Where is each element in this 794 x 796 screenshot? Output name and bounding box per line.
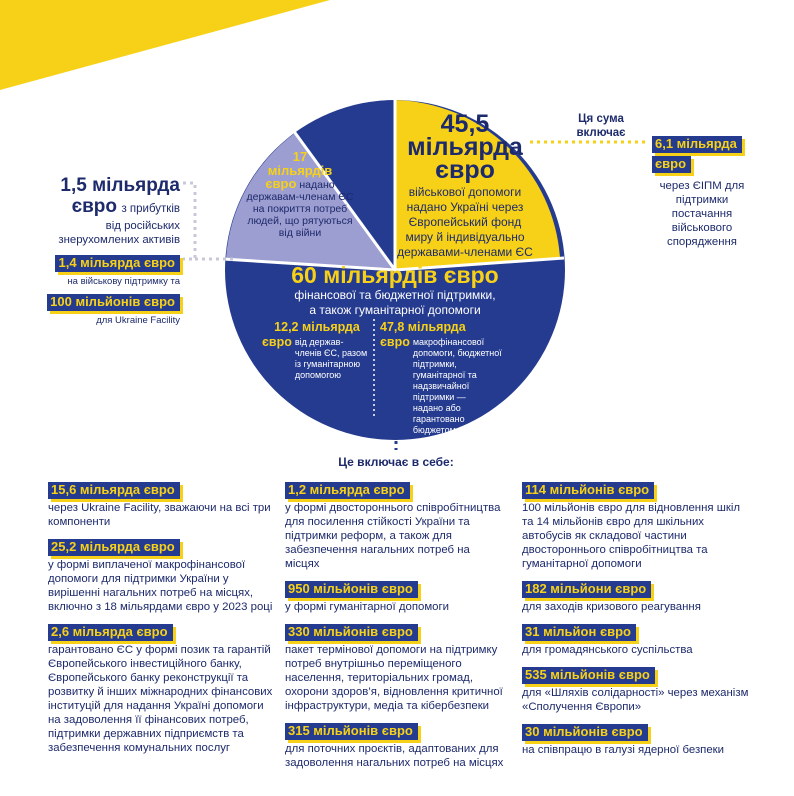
financial-desc-2: а також гуманітарної допомоги xyxy=(309,303,481,317)
item3-desc: для Ukraine Facility xyxy=(96,315,180,326)
funding-item xyxy=(48,481,273,529)
funding-item-desc: для поточних проєктів, адаптованих для задоволення нагальних потреб на місцях xyxy=(285,743,504,769)
sub-right-desc-line: надано або гарантовано xyxy=(412,403,465,424)
assets-desc-3: знерухомлених активів xyxy=(58,234,180,246)
military-block xyxy=(380,110,550,260)
funding-item xyxy=(285,580,505,614)
funding-item-value: 182 мільйони євро xyxy=(522,581,651,598)
funding-item xyxy=(285,481,505,571)
column-2 xyxy=(285,481,505,779)
epf-desc-line: підтримки xyxy=(675,194,729,206)
sub-right-desc-line: підтримки, гуманітарної та xyxy=(412,359,477,380)
funding-item-value: 535 мільйонів євро xyxy=(522,667,655,684)
column-3 xyxy=(522,481,752,766)
item2-value: 1,4 мільярда євро xyxy=(55,255,180,272)
funding-item xyxy=(48,623,273,755)
funding-item-desc: у формі гуманітарної допомоги xyxy=(285,601,450,613)
sub-right-desc xyxy=(413,335,510,436)
military-value-3: євро xyxy=(435,156,495,184)
funding-item-desc: пакет термінової допомоги на підтримку потреб внутрішньо переміщеного населення, територіальних громад, охорони здоров’я, відновлення критичної інфраструктури, медіа та кібербезпеки xyxy=(285,644,503,712)
refugees-desc-line: на покриття потреб xyxy=(252,203,348,215)
epf-desc-line: спорядження xyxy=(667,236,737,248)
sub-right-desc-line: макрофінансової xyxy=(412,337,485,347)
funding-item-value: 330 мільйонів євро xyxy=(285,624,418,641)
funding-item-desc: для «Шляхів солідарності» через механізм «Сполучення Європи» xyxy=(522,687,749,713)
military-desc xyxy=(380,185,550,260)
includes-note-1: Ця сума xyxy=(578,113,624,125)
assets-value-2: євро xyxy=(71,196,117,217)
assets-block xyxy=(20,175,180,247)
sub-left-block xyxy=(262,320,372,381)
epf-value-1: 6,1 мільярда xyxy=(652,136,742,153)
funding-item-desc: для громадянського суспільства xyxy=(522,644,693,656)
financial-desc-1: фінансової та бюджетної підтримки, xyxy=(294,288,496,302)
military-desc-line: Європейський фонд xyxy=(408,215,522,229)
funding-item-value: 31 мільйон євро xyxy=(522,624,636,641)
sub-left-desc-line: від держав- xyxy=(294,337,344,347)
refugees-desc-line: державам-членам ЄС xyxy=(246,191,354,203)
funding-item-value: 2,6 мільярда євро xyxy=(48,624,173,641)
sub-right-desc-line: допомоги, бюджетної xyxy=(412,348,502,358)
assets-desc-2: від російських xyxy=(105,220,180,232)
sub-right-value-2: євро xyxy=(380,335,410,349)
financial-value: 60 мільярдів євро xyxy=(291,262,499,288)
sub-left-desc-line: допомогою xyxy=(294,370,342,380)
item2-desc: на військову підтримку та xyxy=(67,276,180,287)
sub-right-desc-line: бюджетом ЄС xyxy=(412,425,472,435)
refugees-desc-tail: надано xyxy=(299,179,335,191)
funding-item-value: 950 мільйонів євро xyxy=(285,581,418,598)
military-desc-line: державами-членами ЄС xyxy=(397,245,533,259)
sub-right-block xyxy=(380,320,510,436)
military-desc-line: надано Україні через xyxy=(406,200,524,214)
funding-item-value: 15,6 мільярда євро xyxy=(48,482,180,499)
refugees-desc xyxy=(240,191,360,239)
sub-left-desc-line: із гуманітарною xyxy=(294,359,361,369)
includes-label: Це включає в себе: xyxy=(338,455,454,469)
epf-desc-line: військового xyxy=(671,222,733,234)
military-desc-line: військової допомоги xyxy=(408,185,522,199)
funding-item-desc: для заходів кризового реагування xyxy=(522,601,701,613)
refugees-block xyxy=(240,150,360,239)
epf-item xyxy=(652,135,782,249)
funding-item-value: 1,2 мільярда євро xyxy=(285,482,410,499)
sub-left-value-1: 12,2 мільярда xyxy=(274,320,360,334)
military-desc-line: миру й індивідуально xyxy=(405,230,525,244)
sub-right-value-1: 47,8 мільярда xyxy=(380,320,466,334)
funding-item-desc: у формі виплаченої макрофінансової допомоги для підтримки України у вирішенні нагальних потреб на місцях, включно з 18 мільярдами євро у 2023 році xyxy=(48,559,273,613)
funding-item xyxy=(522,723,752,757)
sub-left-value-2: євро xyxy=(262,335,292,349)
item3-value: 100 мільйонів євро xyxy=(47,294,180,311)
assets-value-1: 1,5 мільярда xyxy=(60,175,180,196)
funding-item-desc: 100 мільйонів євро для відновлення шкіл та 14 мільйонів євро для шкільних автобусів як складової частини двостороннього співробітництва та гуманітарної допомоги xyxy=(522,502,741,570)
epf-desc xyxy=(652,179,752,249)
funding-item xyxy=(522,623,752,657)
military-value-2: мільярда xyxy=(407,133,523,161)
includes-note-2: включає xyxy=(576,127,626,139)
funding-item xyxy=(522,580,752,614)
funding-item-desc: у формі двостороннього співробітництва для посилення стійкості України та підтримки реформ, а також для забезпечення нагальних потреб на місцях xyxy=(285,502,501,570)
funding-item xyxy=(285,623,505,713)
funding-item-value: 25,2 мільярда євро xyxy=(48,539,180,556)
funding-item-desc: на співпрацю в галузі ядерної безпеки xyxy=(522,744,725,756)
funding-item-desc: через Ukraine Facility, зважаючи на всі три компоненти xyxy=(48,502,271,528)
sub-left-desc xyxy=(295,335,367,381)
refugees-value-3: євро xyxy=(265,176,297,191)
funding-item xyxy=(48,538,273,614)
sub-right-desc-line: надзвичайної підтримки — xyxy=(412,381,470,402)
epf-value-2: євро xyxy=(652,156,691,173)
item2-block xyxy=(20,254,180,287)
financial-block xyxy=(245,262,545,318)
refugees-value-2: мільярдів xyxy=(267,163,333,178)
item3-block xyxy=(20,293,180,326)
funding-item-value: 114 мільйонів євро xyxy=(522,482,654,499)
funding-item xyxy=(522,481,752,571)
includes-note xyxy=(566,112,636,140)
military-value-1: 45,5 xyxy=(440,110,490,138)
epf-desc-line: через ЄІПМ для xyxy=(659,180,745,192)
refugees-value-1: 17 xyxy=(292,149,308,164)
assets-desc-1: з прибутків xyxy=(121,203,180,215)
epf-desc-line: постачання xyxy=(671,208,733,220)
funding-item xyxy=(285,722,505,770)
refugees-desc-line: людей, що рятуються xyxy=(247,215,353,227)
funding-item-value: 30 мільйонів євро xyxy=(522,724,648,741)
funding-item xyxy=(522,666,752,714)
sub-left-desc-line: членів ЄС, разом xyxy=(294,348,368,358)
refugees-desc-line: від війни xyxy=(278,227,322,239)
funding-item-value: 315 мільйонів євро xyxy=(285,723,418,740)
column-1 xyxy=(48,481,273,764)
funding-item-desc: гарантовано ЄС у формі позик та гарантій Європейського інвестиційного банку, Європейського банку реконструкції та розвитку й інших міжнародних фінансових інституцій для надання Україні допомоги на задоволення її фінансових потреб, підтримки державних підприємств та забезпечення комунальних послуг xyxy=(48,644,273,754)
